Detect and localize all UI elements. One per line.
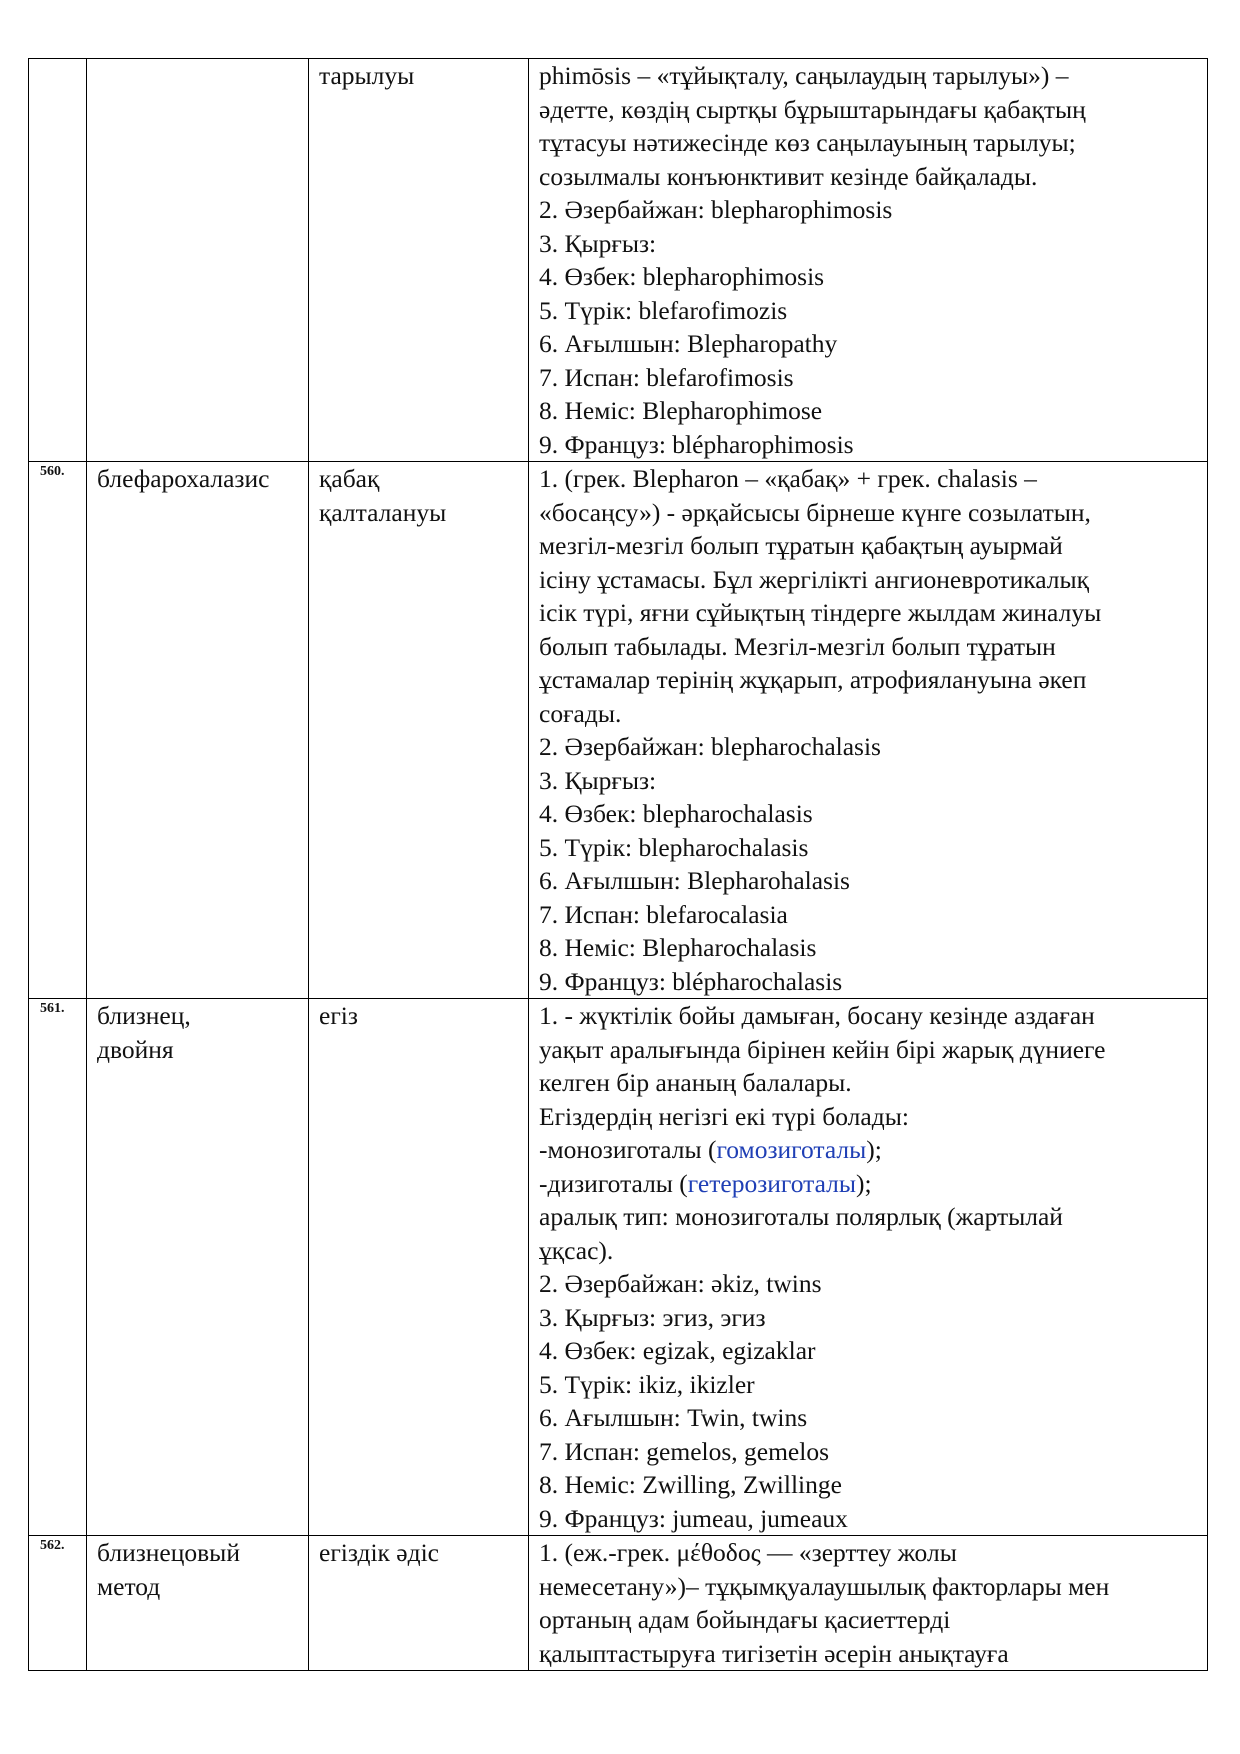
text-line: 2. Әзербайжан: əkiz, twins	[539, 1269, 822, 1298]
text-line: ісік түрі, яғни сұйықтың тіндерге жылдам жиналуы	[539, 598, 1102, 627]
text-line: 3. Қырғыз: эгиз, эгиз	[539, 1302, 766, 1332]
text-line: 5. Түрік: blefarofimozis	[539, 295, 788, 325]
table-row	[29, 462, 1208, 999]
entry-number: 561.	[29, 999, 87, 1536]
text-line: созылмалы конъюнктивит кезінде байқалады.	[539, 161, 1038, 191]
text-line: 8. Неміс: Blepharochalasis	[539, 933, 817, 962]
term-russian	[87, 999, 309, 1536]
text-line: блефарохалазис	[97, 464, 270, 493]
text-line: тұтасуы нәтижесінде көз саңылауының тарылуы;	[539, 128, 1076, 157]
text-line: немесетану»)– тұқымқуалаушылық факторлары мен	[539, 1571, 1110, 1601]
text-line: 4. Өзбек: blepharochalasis	[539, 799, 813, 828]
text-line: келген бір ананың балалары.	[539, 1068, 852, 1097]
definition	[529, 462, 1208, 999]
text-line: 5. Түрік: blepharochalasis	[539, 832, 809, 862]
text-line: мезгіл-мезгіл болып тұратын қабақтың ауырмай	[539, 531, 1063, 560]
text-line: «босаңсу») - әрқайсысы бірнеше күнге созылатын,	[539, 497, 1091, 527]
term-kazakh	[309, 999, 529, 1536]
text-line: 9. Француз: jumeau, jumeaux	[539, 1503, 848, 1533]
term-russian	[87, 59, 309, 462]
text-line: Егіздердің негізгі екі түрі болады:	[539, 1101, 909, 1131]
text-line: 1. (еж.-грек. μέθοδος — «зерттеу жолы	[539, 1538, 957, 1567]
text-line: метод	[97, 1571, 161, 1601]
text-line: 8. Неміс: Zwilling, Zwillinge	[539, 1470, 842, 1499]
text-line: тарылуы	[319, 61, 415, 90]
text-line: 8. Неміс: Blepharophimose	[539, 396, 823, 425]
text-line: егіз	[319, 1001, 358, 1030]
text-line: болып табылады. Мезгіл-мезгіл болып тұратын	[539, 631, 1056, 661]
text-line: 9. Француз: blépharochalasis	[539, 966, 843, 996]
heterozygous-link[interactable]: гетерозиготалы	[687, 1168, 857, 1198]
text-line: близнецовый	[97, 1538, 240, 1567]
term-kazakh	[309, 1536, 529, 1671]
text-line: соғады.	[539, 698, 622, 728]
text-line: близнец,	[97, 1001, 191, 1030]
text-line: 9. Француз: blépharophimosis	[539, 429, 854, 459]
text-line: ісіну ұстамасы. Бұл жергілікті ангионевротикалық	[539, 564, 1090, 594]
text-line: 4. Өзбек: egizak, egizaklar	[539, 1336, 816, 1365]
homozygous-link[interactable]: гомозиготалы	[716, 1135, 867, 1164]
text-line: 2. Әзербайжан: blepharophimosis	[539, 195, 893, 224]
definition	[529, 59, 1208, 462]
text-line: двойня	[97, 1034, 174, 1064]
text-line: уақыт аралығында бірінен кейін бірі жарық дүниеге	[539, 1034, 1106, 1064]
glossary-table	[28, 58, 1208, 1671]
table-row	[29, 1536, 1208, 1671]
text-line: 4. Өзбек: blepharophimosis	[539, 262, 825, 291]
entry-number	[29, 59, 87, 462]
term-kazakh	[309, 462, 529, 999]
term-russian	[87, 462, 309, 999]
text-line: аралық тип: монозиготалы полярлық (жартылай	[539, 1202, 1063, 1231]
text-line: ұқсас).	[539, 1235, 614, 1265]
text-line: 2. Әзербайжан: blepharochalasis	[539, 732, 881, 761]
term-kazakh	[309, 59, 529, 462]
table-row	[29, 59, 1208, 462]
text-line: 6. Ағылшын: Blepharohalasis	[539, 866, 850, 895]
text-line: 7. Испан: gemelos, gemelos	[539, 1436, 830, 1466]
text-line: қалыптастыруға тигізетін әсерін анықтауға	[539, 1638, 1009, 1668]
text-line: қабақ	[319, 464, 380, 493]
text-line: әдетте, көздің сыртқы бұрыштарындағы қабақтың	[539, 94, 1086, 124]
text-line: егіздік әдіс	[319, 1538, 439, 1567]
text-line-with-link: -дизиготалы (гетерозиготалы);	[539, 1168, 872, 1198]
entry-number: 560.	[29, 462, 87, 999]
text-line: 6. Ағылшын: Twin, twins	[539, 1403, 808, 1432]
text-line: ұстамалар терінің жұқарып, атрофиялануына әкеп	[539, 665, 1087, 694]
text-line: қалталануы	[319, 497, 447, 527]
text-line: 3. Қырғыз:	[539, 228, 657, 258]
text-line: phimōsis – «тұйықталу, саңылаудың тарылуы») –	[539, 61, 1069, 90]
text-line-with-link: -монозиготалы (гомозиготалы);	[539, 1135, 882, 1164]
text-line: ортаның адам бойындағы қасиеттерді	[539, 1605, 951, 1634]
text-line: 1. (грек. Blepharon – «қабақ» + грек. chalasis –	[539, 464, 1037, 493]
text-line: 6. Ағылшын: Blepharopathy	[539, 329, 838, 358]
table-row	[29, 999, 1208, 1536]
text-line: 3. Қырғыз:	[539, 765, 657, 795]
definition	[529, 1536, 1208, 1671]
entry-number: 562.	[29, 1536, 87, 1671]
text-line: 7. Испан: blefarocalasia	[539, 899, 788, 929]
text-line: 5. Түрік: ikiz, ikizler	[539, 1369, 755, 1399]
text-line: 7. Испан: blefarofimosis	[539, 362, 794, 392]
definition	[529, 999, 1208, 1536]
term-russian	[87, 1536, 309, 1671]
text-line: 1. - жүктілік бойы дамыған, босану кезінде аздаған	[539, 1001, 1095, 1030]
